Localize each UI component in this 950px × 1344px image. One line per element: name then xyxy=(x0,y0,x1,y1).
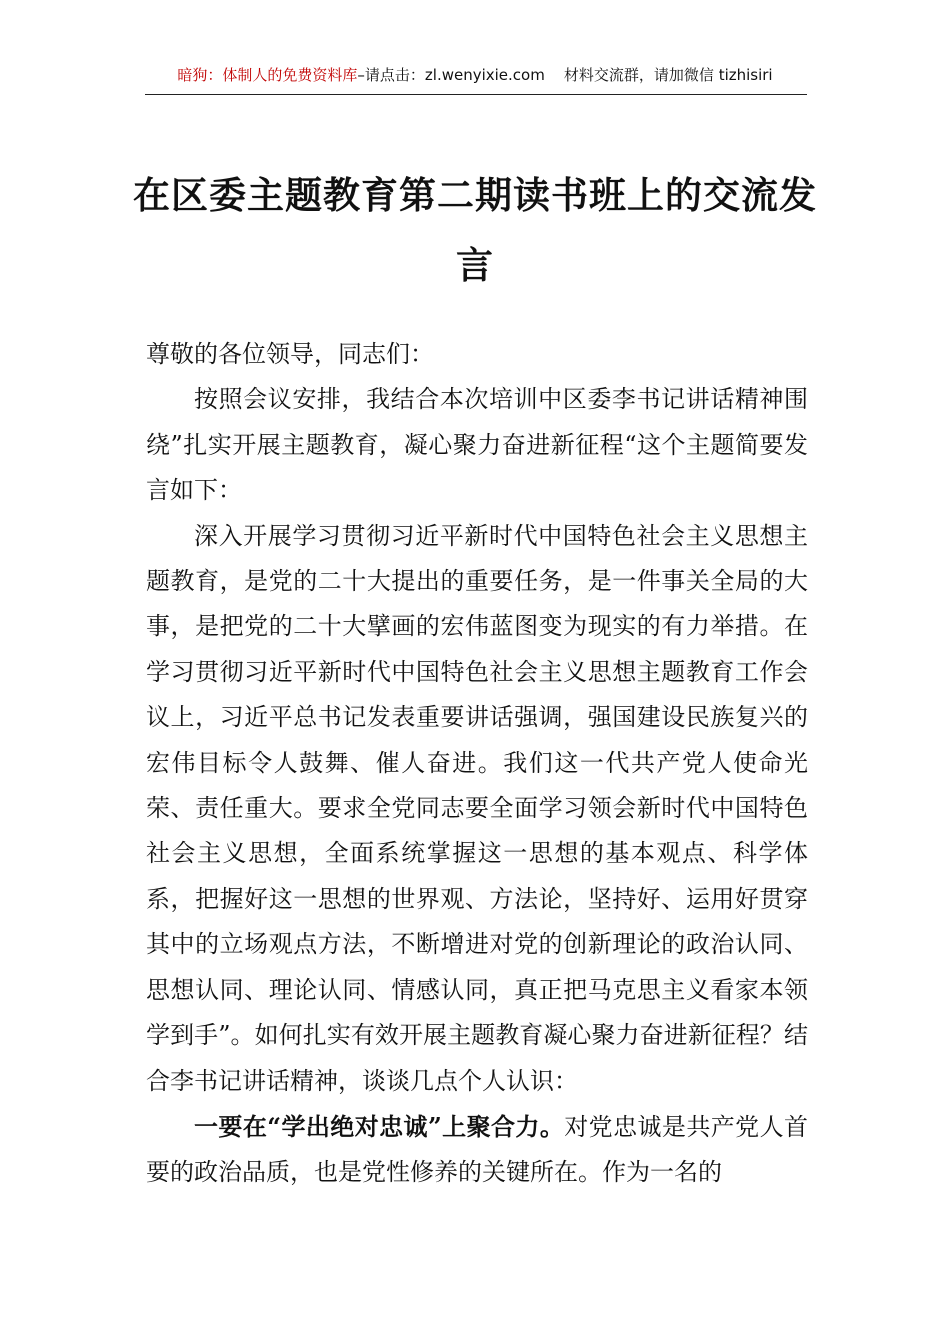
header-banner xyxy=(145,64,805,86)
header-contact: 材料交流群，请加微信 tizhisiri xyxy=(563,66,773,84)
document-body xyxy=(146,332,808,1196)
salutation: 尊敬的各位领导，同志们： xyxy=(146,340,434,368)
paragraph-intro: 按照会议安排，我结合本次培训中区委李书记讲话精神围绕”扎实开展主题教育，凝心聚力奋进新征程“这个主题简要发言如下： xyxy=(146,385,808,505)
header-url-link[interactable]: zl.wenyixie.com xyxy=(424,66,545,84)
header-divider xyxy=(145,94,807,95)
paragraph-main: 深入开展学习贯彻习近平新时代中国特色社会主义思想主题教育，是党的二十大提出的重要任务，是一件事关全局的大事，是把党的二十大擘画的宏伟蓝图变为现实的有力举措。在学习贯彻习近平新时代中国特色社会主义思想主题教育工作会议上，习近平总书记发表重要讲话强调，强国建设民族复兴的宏伟目标令人鼓舞、催人奋进。我们这一代共产党人使命光荣、责任重大。要求全党同志要全面学习领会新时代中国特色社会主义思想，全面系统掌握这一思想的基本观点、科学体系，把握好这一思想的世界观、方法论，坚持好、运用好贯穿其中的立场观点方法，不断增进对党的创新理论的政治认同、思想认同、理论认同、情感认同，真正把马克思主义看家本领学到手”。如何扎实有效开展主题教育凝心聚力奋进新征程？结合李书记讲话精神，谈谈几点个人认识： xyxy=(146,521,808,1095)
header-link-prefix: –请点击： xyxy=(357,66,425,84)
section-1-text: 对党忠诚是共产党人首要的政治品质，也是党性修养的关键所在。作为一名的 xyxy=(146,1112,809,1187)
section-1 xyxy=(146,1104,808,1196)
document-title: 在区委主题教育第二期读书班上的交流发言 xyxy=(133,173,817,287)
header-ad-text: 暗狗：体制人的免费资料库 xyxy=(177,66,358,84)
section-1-heading: 一要在“学出绝对忠诚”上聚合力。 xyxy=(194,1111,565,1141)
